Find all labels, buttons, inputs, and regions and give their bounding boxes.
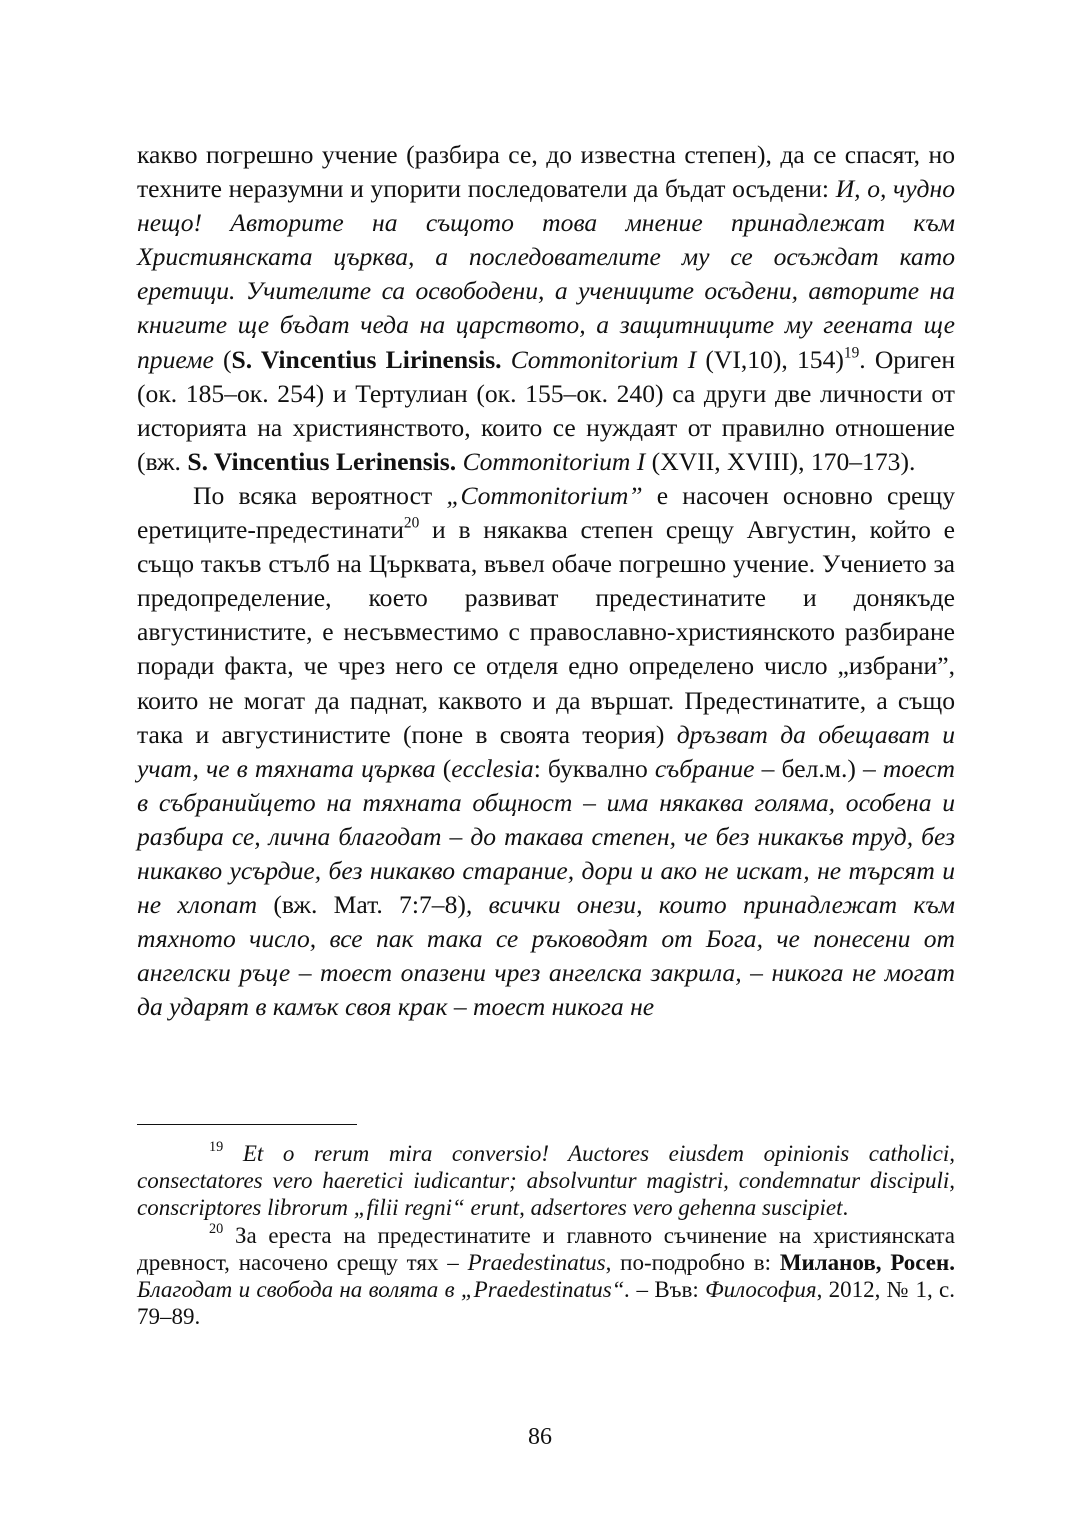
- text-run: : буквално: [533, 753, 655, 783]
- footnote-19: [137, 1140, 955, 1222]
- italic-quote: , всички онези, които принадлежат към тяхното число, все пак така се ръководят от Бога, че понесени от ангелски ръце – тоест опазени чрез ангелска закрила, – никога не могат да ударят в камък своя крак – тоест никога не: [137, 890, 955, 1022]
- footnote-ref-20[interactable]: 20: [403, 514, 420, 532]
- italic-quote: дръзват да обещават и учат, че в тяхната църква: [137, 719, 956, 783]
- text-run: (VI,10), 154): [696, 344, 844, 374]
- text-run: – Във:: [630, 1277, 706, 1303]
- italic-title: „Commonitorium”: [446, 480, 643, 510]
- footnote-number: 20: [209, 1220, 224, 1237]
- page-number: 86: [528, 1424, 552, 1450]
- italic-title: Praedestinatus: [467, 1249, 606, 1275]
- italic-title: Благодат и свобода на волята в „Praedestinatus“.: [137, 1277, 631, 1303]
- footnotes: [137, 1140, 955, 1330]
- text-run: какво погрешно учение (разбира се, до известна степен), да се спасят, но техните неразумни и упорити последователи да бъдат осъдени:: [137, 140, 955, 204]
- text-run: [502, 345, 511, 374]
- text-run: (вж. Мат. 7:7–8): [257, 890, 466, 920]
- italic-term: събрание: [654, 753, 755, 783]
- paragraph-1: [137, 138, 955, 479]
- italic-title: Commonitorium I: [510, 344, 697, 374]
- italic-quote: Et o rerum mira conversio! Auctores eiusdem opinionis catholici, consectatores vero haeretici iudicantur; absolvuntur magistri, condemnatur discipuli, conscriptores librorum „filii regni“ erunt, adsertores vero gehenna suscipiet: [137, 1141, 955, 1221]
- footnote-number: 19: [209, 1139, 224, 1156]
- paragraph-2: [137, 479, 955, 1025]
- text-run: е насочен основно срещу еретиците-предестинати: [137, 480, 955, 545]
- text-run: , 2012, № 1, с. 79–89.: [137, 1277, 955, 1330]
- italic-quote: И, о, чудно нещо! Авторите на същото това мнение принадлежат към Християнската църква, а последователите му се осъждат като еретици. Учителите са освободени, а учениците осъдени, авторите на книгите ще бъдат чеда на царството, а защитниците му геената ще приеме: [137, 174, 955, 374]
- italic-term: ecclesia: [451, 753, 534, 783]
- bold-author: Миланов, Росен.: [779, 1249, 955, 1275]
- italic-title: Философия: [705, 1277, 817, 1303]
- footnote-20: [137, 1222, 955, 1331]
- footnote-separator: [137, 1124, 357, 1125]
- text-run: – бел.м.) –: [754, 753, 883, 783]
- text-run: За ереста на предестинатите и главното съчинение на християнската древност, насочено срещу тях –: [137, 1222, 955, 1275]
- text-run: . Ориген (ок. 185–ок. 254) и Тертулиан (ок. 155–ок. 240) са други две личности от историята на християнството, които се нуждаят от правилно отношение (вж.: [137, 344, 956, 476]
- text-run: По всяка вероятност: [193, 480, 447, 510]
- text-run: (: [435, 753, 452, 783]
- italic-quote: тоест в събранийцето на тяхната общност – има някаква голяма, особена и разбира се, лична благодат – до такава степен, че без никакъв труд, без никакво усърдие, без никакво старание, дори и ако не искат, не търсят и не хлопат: [137, 753, 956, 920]
- bold-author: S. Vincentius Lerinensis.: [187, 446, 457, 476]
- text-run: (: [213, 344, 232, 374]
- italic-title: Commonitorium I: [462, 446, 646, 476]
- text-run: , по-подробно в:: [605, 1249, 780, 1275]
- text-run: (XVII, XVIII), 170–173).: [645, 446, 916, 476]
- page-body: [137, 138, 955, 1024]
- footnote-ref-19[interactable]: 19: [843, 343, 860, 361]
- text-run: и в някаква степен срещу Августин, който е също такъв стълб на Църквата, въвел обаче погрешно учение. Учението за предопределение, което развиват предестинатите и донякъде августинистите, е несъвместимо с православно-християнското разбиране поради факта, че чрез него се отделя едно определено число „избрани”, които не могат да паднат, каквото и да вършат. Предестинатите, а също така и августинистите (поне в своята теория): [137, 515, 955, 749]
- bold-author: S. Vincentius Lirinensis.: [231, 344, 502, 374]
- text-run: .: [842, 1195, 849, 1221]
